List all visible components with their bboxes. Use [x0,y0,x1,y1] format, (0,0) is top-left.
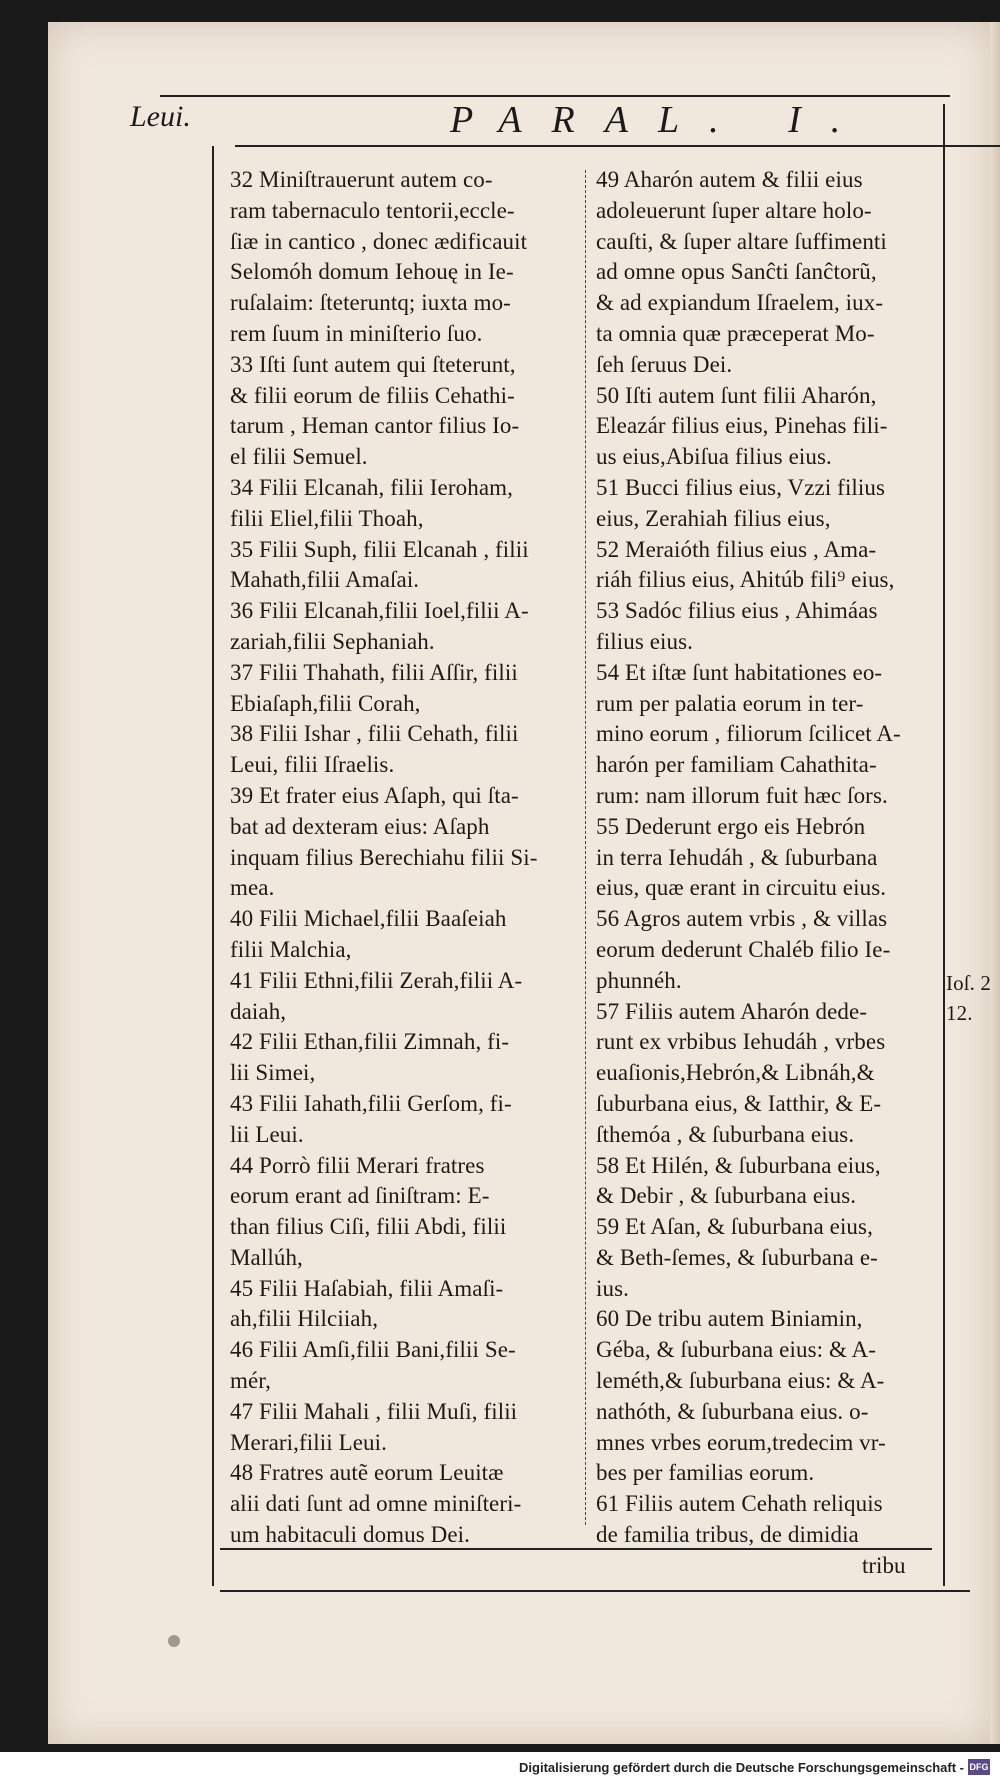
text-line: & filii eorum de filiis Cehathi- [230,382,515,408]
text-line: 54 Et iſtæ ſunt habitationes eo- [596,659,883,685]
text-line: ad omne opus Sanĉti ſanĉtorũ, [596,259,877,285]
text-line: 51 Bucci filius eius, Vzzi filius [596,474,886,500]
text-line: mér, [230,1368,271,1394]
text-line: filii Malchia, [230,936,352,962]
text-line: eorum dederunt Chaléb filio Ie- [596,936,891,962]
text-line: filius eius. [596,628,694,654]
text-line: ruſalaim: ſteteruntq; iuxta mo- [230,290,511,316]
text-line: el filii Semuel. [230,444,368,470]
text-line: 35 Filii Suph, filii Elcanah , filii [230,536,529,562]
text-line: 42 Filii Ethan,filii Zimnah, fi- [230,1029,510,1055]
marginal-line: 12. [946,1001,973,1025]
text-line: bes per familias eorum. [596,1460,815,1486]
text-line: 34 Filii Elcanah, filii Ieroham, [230,474,513,500]
text-line: zariah,filii Sephaniah. [230,628,435,654]
text-line: cauſti, & ſuper altare ſuffimenti [596,228,887,254]
text-line: bat ad dexteram eius: Aſaph [230,813,490,839]
text-line: 39 Et frater eius Aſaph, qui ſta- [230,782,519,808]
text-line: ſiæ in cantico , donec ædificauit [230,228,528,254]
text-line: Mallúh, [230,1244,303,1270]
text-line: adoleuerunt ſuper altare holo- [596,197,872,223]
header-rule-top [160,95,950,97]
text-line: 57 Filiis autem Aharón dede- [596,998,868,1024]
text-line: Leui, filii Iſraelis. [230,752,395,778]
bottom-rule [220,1548,932,1550]
frame-rule-left [212,146,214,1586]
text-line: mino eorum , filiorum ſcilicet A- [596,721,901,747]
text-line: ſuburbana eius, & Iatthir, & E- [596,1090,882,1116]
text-line: ah,filii Hilciiah, [230,1306,379,1332]
text-line: runt ex vrbibus Iehudáh , vrbes [596,1029,886,1055]
text-line: in terra Iehudáh , & ſuburbana [596,844,878,870]
text-line: 32 Miniſtrauerunt autem co- [230,167,493,192]
text-line: rum: nam illorum fuit hæc ſors. [596,782,888,808]
running-head-left: Leui. [130,100,191,133]
text-line: filii Eliel,filii Thoah, [230,505,424,531]
text-line: & Beth-ſemes, & ſuburbana e- [596,1244,878,1270]
text-line: ram tabernaculo tentorii,eccle- [230,197,515,223]
text-line: Ebiaſaph,filii Corah, [230,690,421,716]
text-line: de familia tribus, de dimidia [596,1522,859,1548]
text-line: 46 Filii Amſi,filii Bani,filii Se- [230,1337,516,1363]
text-line: 50 Iſti autem ſunt filii Aharón, [596,382,877,408]
text-line: 33 Iſti ſunt autem qui ſteterunt, [230,351,516,377]
text-line: lii Simei, [230,1060,316,1086]
text-line: eius, quæ erant in circuitu eius. [596,875,887,901]
text-line: us eius,Abiſua filius eius. [596,444,832,470]
text-line: 37 Filii Thahath, filii Aſſir, filii [230,659,518,685]
text-line: um habitaculi domus Dei. [230,1522,471,1548]
text-line: daiah, [230,998,287,1024]
catchword: tribu [862,1553,906,1578]
text-line: than filius Ciſi, filii Abdi, filii [230,1214,507,1240]
text-column-right [596,165,938,1551]
page-edge [990,22,1000,1744]
text-line: mea. [230,875,275,901]
text-line: Eleazár filius eius, Pinehas fili- [596,413,888,439]
text-line: 47 Filii Mahali , filii Muſi, filii [230,1398,518,1424]
text-line: 55 Dederunt ergo eis Hebrón [596,813,866,839]
text-line: eorum erant ad ſiniſtram: E- [230,1183,490,1209]
text-line: & ad expiandum Iſraelem, iux- [596,290,884,316]
text-line: eius, Zerahiah filius eius, [596,505,831,531]
text-line: 58 Et Hilén, & ſuburbana eius, [596,1152,881,1178]
text-line: tarum , Heman cantor filius Io- [230,413,520,439]
text-line: 52 Meraióth filius eius , Ama- [596,536,877,562]
ink-smudge [168,1635,180,1647]
text-line: euaſionis,Hebrón,& Libnáh,& [596,1060,875,1086]
column-divider [585,170,586,1525]
text-line: leméth,& ſuburbana eius: & A- [596,1368,885,1394]
header-rule-bottom [235,145,1000,147]
text-line: & Debir , & ſuburbana eius. [596,1183,857,1209]
text-line: Mahath,filii Amaſai. [230,567,420,593]
text-line: lii Leui. [230,1121,304,1147]
frame-rule-right [943,104,945,1586]
text-line: 61 Filiis autem Cehath reliquis [596,1491,883,1517]
text-line: 44 Porrò filii Merari fratres [230,1152,485,1178]
text-line: riáh filius eius, Ahitúb fili⁹ eius, [596,567,895,593]
bottom-rule-outer [220,1590,970,1592]
text-line: inquam filius Berechiahu filii Si- [230,844,538,870]
text-line: 36 Filii Elcanah,filii Ioel,filii A- [230,598,529,624]
text-line: 41 Filii Ethni,filii Zerah,filii A- [230,967,523,993]
dfg-logo: DFG [968,1759,990,1775]
text-line: ta omnia quæ præceperat Mo- [596,320,875,346]
text-line: Géba, & ſuburbana eius: & A- [596,1337,877,1363]
text-column-left [230,165,580,1551]
running-head-title: PARAL. I. [450,99,871,141]
text-line: 56 Agros autem vrbis , & villas [596,906,888,932]
text-line: rem ſuum in miniſterio ſuo. [230,320,483,346]
text-line: 38 Filii Ishar , filii Cehath, filii [230,721,519,747]
text-line: 60 De tribu autem Biniamin, [596,1306,863,1332]
text-line: 59 Et Aſan, & ſuburbana eius, [596,1214,873,1240]
footer-credit: Digitalisierung gefördert durch die Deutsche Forschungsgemeinschaft - [519,1760,964,1775]
text-line: 40 Filii Michael,filii Baaſeiah [230,906,507,932]
marginal-note [946,968,991,1028]
text-line: Selomóh domum Iehouę in Ie- [230,259,514,285]
text-line: rum per palatia eorum in ter- [596,690,864,716]
marginal-line: Ioſ. 2 [946,971,991,995]
text-line: Merari,filii Leui. [230,1429,387,1455]
text-line: phunnéh. [596,967,682,993]
text-line: ſeh ſeruus Dei. [596,351,733,377]
text-line: alii dati ſunt ad omne miniſteri- [230,1491,522,1517]
text-line: harón per familiam Cahathita- [596,752,877,778]
text-line: mnes vrbes eorum,tredecim vr- [596,1429,886,1455]
text-line: nathóth, & ſuburbana eius. o- [596,1398,869,1424]
text-line: 45 Filii Haſabiah, filii Amaſi- [230,1275,504,1301]
text-line: 49 Aharón autem & filii eius [596,167,863,192]
text-line: ius. [596,1275,629,1301]
text-line: 48 Fratres autẽ eorum Leuitæ [230,1460,504,1486]
text-line: ſthemóa , & ſuburbana eius. [596,1121,855,1147]
text-line: 43 Filii Iahath,filii Gerſom, fi- [230,1090,512,1116]
text-line: 53 Sadóc filius eius , Ahimáas [596,598,878,624]
